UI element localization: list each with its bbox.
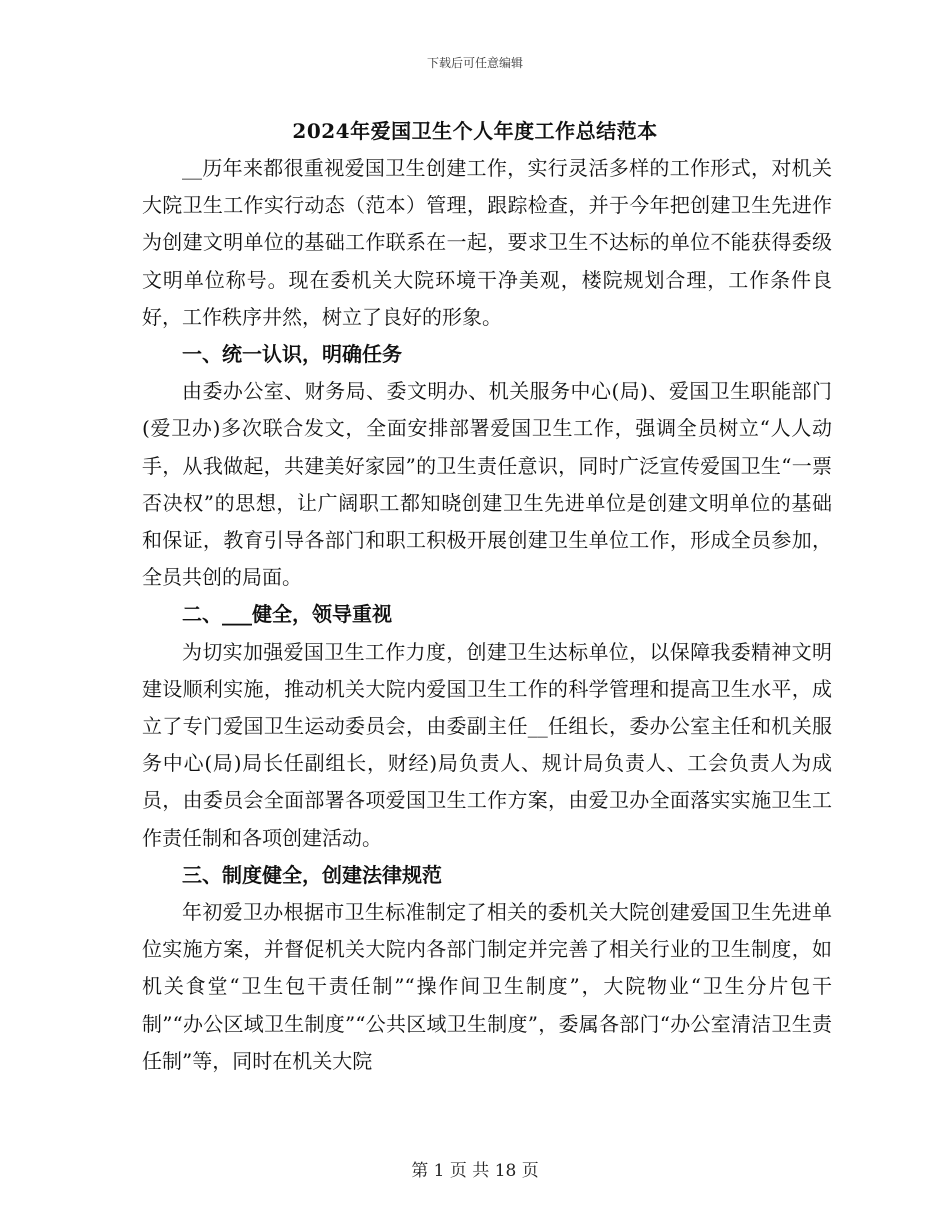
document-body	[142, 150, 832, 1080]
page-number-footer: 第 1 页 共 18 页	[411, 1161, 539, 1181]
page-header-note: 下载后可任意编辑	[426, 56, 523, 70]
section-heading-1: 一、统一认识，明确任务	[182, 342, 402, 367]
section-3-paragraph: 年初爱卫办根据市卫生标准制定了相关的委机关大院创建爱国卫生先进单位实施方案，并督促机关大院内各部门制定并完善了相关行业的卫生制度，如机关食堂“卫生包干责任制”“操作间卫生制度”，大院物业“卫生分片包干制”“办公区域卫生制度”“公共区域卫生制度”，委属各部门“办公室清洁卫生责任制”等，同时在机关大院	[142, 900, 832, 1073]
section-2-paragraph: 为切实加强爱国卫生工作力度，创建卫生达标单位，以保障我委精神文明建设顺利实施，推动机关大院内爱国卫生工作的科学管理和提高卫生水平，成立了专门爱国卫生运动委员会，由委副主任__任组长，委办公室主任和机关服务中心(局)局长任副组长，财经)局负责人、规计局负责人、工会负责人为成员，由委员会全面部署各项爱国卫生工作方案，由爱卫办全面落实实施卫生工作责任制和各项创建活动。	[142, 639, 832, 850]
section-heading-3: 三、制度健全，创建法律规范	[182, 862, 442, 887]
intro-paragraph: __历年来都很重视爱国卫生创建工作，实行灵活多样的工作形式，对机关大院卫生工作实行动态（范本）管理，跟踪检查，并于今年把创建卫生先进作为创建文明单位的基础工作联系在一起，要求卫生不达标的单位不能获得委级文明单位称号。现在委机关大院环境干净美观，楼院规划合理，工作条件良好，工作秩序井然，树立了良好的形象。	[142, 156, 832, 329]
section-1-paragraph: 由委办公室、财务局、委文明办、机关服务中心(局)、爱国卫生职能部门(爱卫办)多次联合发文，全面安排部署爱国卫生工作，强调全员树立“人人动手，从我做起，共建美好家园”的卫生责任意识，同时广泛宣传爱国卫生“一票否决权”的思想，让广阔职工都知晓创建卫生先进单位是创建文明单位的基础和保证，教育引导各部门和职工积极开展创建卫生单位工作，形成全员参加，全员共创的局面。	[142, 379, 832, 590]
document-title: 2024年爱国卫生个人年度工作总结范本	[292, 119, 658, 143]
section-heading-2: 二、___健全，领导重视	[182, 602, 392, 627]
